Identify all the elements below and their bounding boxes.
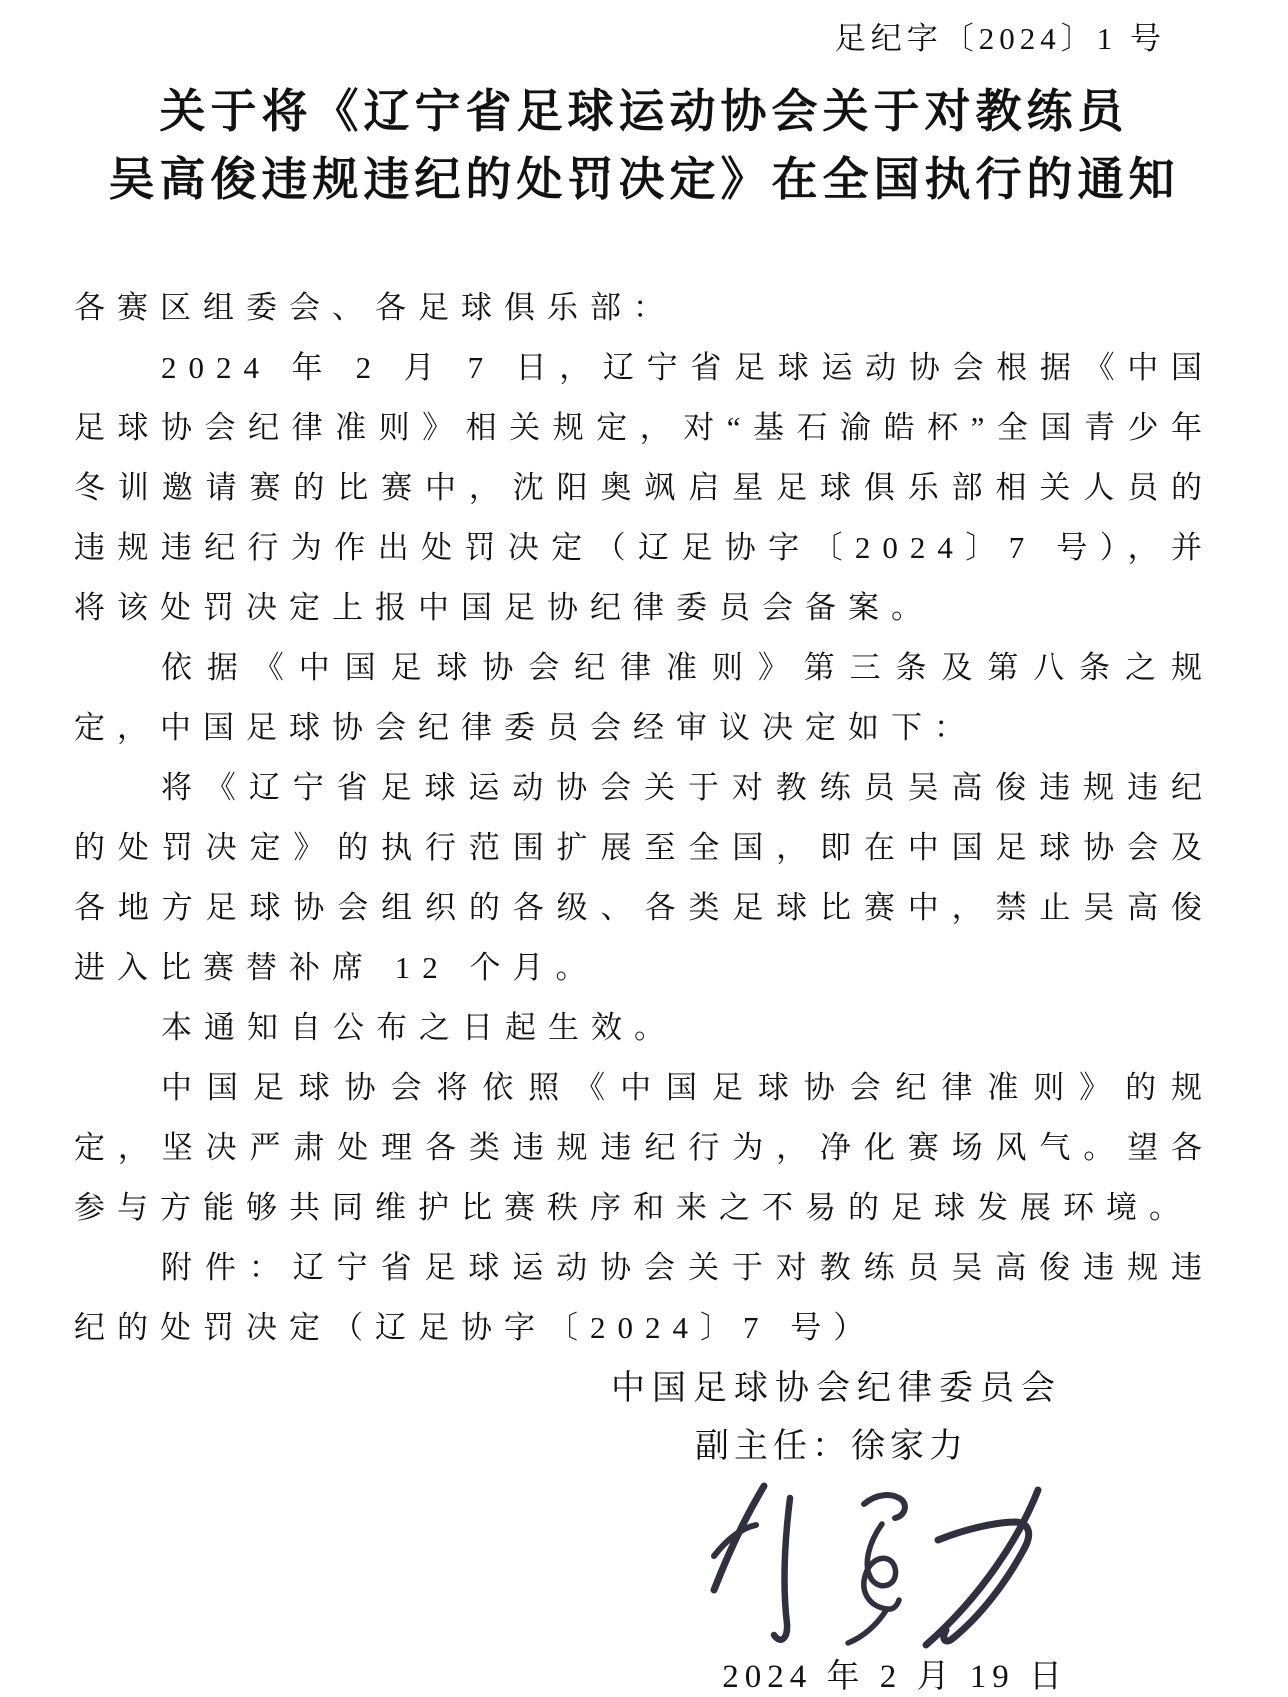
closing-block	[0, 1360, 1288, 1697]
signer-title: 副主任：徐家力	[695, 1428, 968, 1465]
body-paragraph: 将《辽宁省足球运动协会关于对教练员吴高俊违规违纪的处罚决定》的执行范围扩展至全国，即在中国足球协会及各地方足球协会组织的各级、各类足球比赛中，禁止吴高俊进入比赛替补席 12 个月。	[74, 770, 1214, 985]
body-paragraph: 2024 年 2 月 7 日，辽宁省足球运动协会根据《中国足球协会纪律准则》相关规定，对“基石渝皓杯”全国青少年冬训邀请赛的比赛中，沈阳奥飒启星足球俱乐部相关人员的违规违纪行为作出处罚决定（辽足协字〔2024〕7 号），并将该处罚决定上报中国足协纪律委员会备案。	[74, 350, 1214, 625]
handwritten-signature-image	[0, 1478, 1288, 1650]
document-body	[74, 278, 1214, 1358]
document-title-line-2: 吴高俊违规违纪的处罚决定》在全国执行的通知	[108, 154, 1180, 205]
salutation: 各赛区组委会、各足球俱乐部：	[74, 290, 676, 325]
issuing-organization: 中国足球协会纪律委员会	[611, 1370, 1062, 1407]
document-date: 2024 年 2 月 19 日	[722, 1659, 1068, 1695]
document-reference-number: 足纪字〔2024〕1 号	[834, 21, 1166, 56]
body-paragraph: 依据《中国足球协会纪律准则》第三条及第八条之规定，中国足球协会纪律委员会经审议决定如下：	[74, 650, 1214, 745]
document-title	[0, 78, 1288, 214]
attachment-line: 附件：辽宁省足球运动协会关于对教练员吴高俊违规违纪的处罚决定（辽足协字〔2024〕7 号）	[74, 1250, 1214, 1345]
body-paragraph: 中国足球协会将依照《中国足球协会纪律准则》的规定，坚决严肃处理各类违规违纪行为，净化赛场风气。望各参与方能够共同维护比赛秩序和来之不易的足球发展环境。	[74, 1070, 1214, 1225]
body-paragraph: 本通知自公布之日起生效。	[161, 1010, 677, 1045]
signature-strokes	[684, 1478, 1056, 1650]
document-title-line-1: 关于将《辽宁省足球运动协会关于对教练员	[159, 86, 1129, 137]
